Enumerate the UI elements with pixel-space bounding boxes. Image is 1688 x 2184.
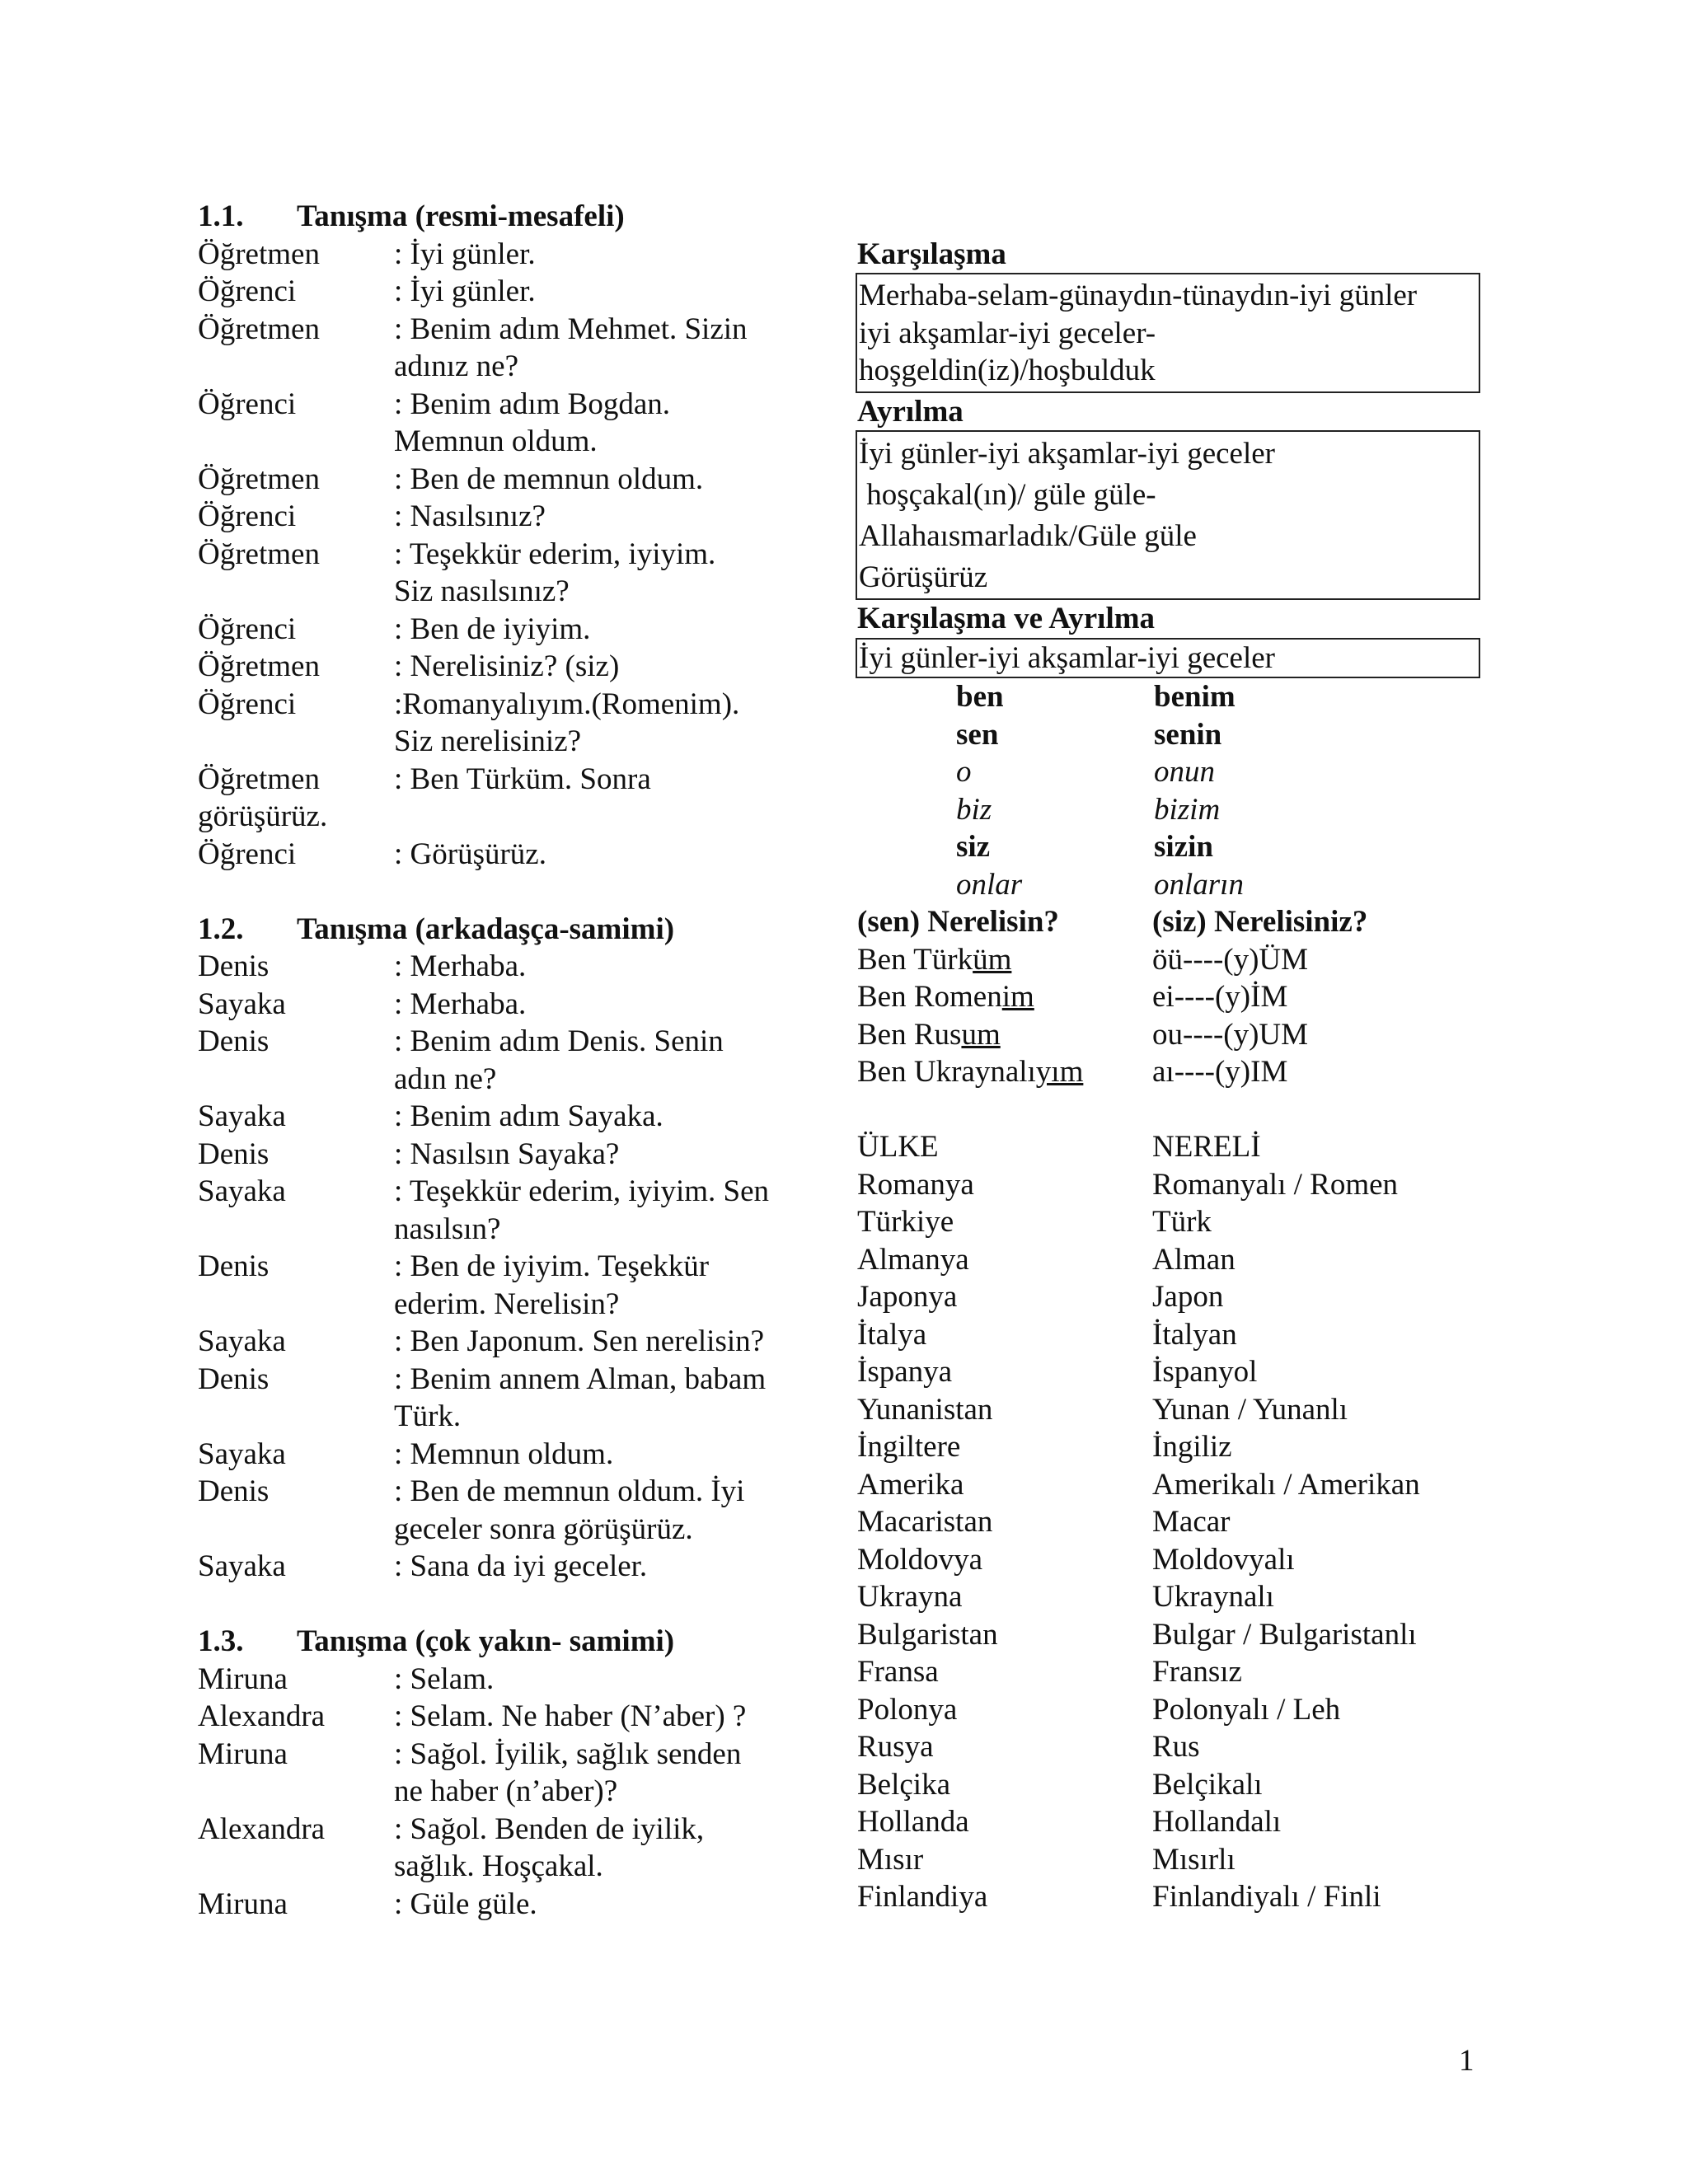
country: Ukrayna xyxy=(857,1580,963,1614)
speaker: Öğretmen xyxy=(198,462,320,496)
speaker: Denis xyxy=(198,949,270,983)
utterance: adınız ne? xyxy=(394,349,518,383)
suffix-row xyxy=(857,978,1484,1016)
example xyxy=(857,941,1152,979)
country-row xyxy=(857,1503,1484,1541)
utterance: : Ben de iyiyim. Teşekkür xyxy=(394,1249,710,1283)
example xyxy=(857,978,1152,1016)
pronoun-row xyxy=(857,866,1484,904)
dialogue-2 xyxy=(198,948,824,1586)
greeting-line: İyi günler-iyi akşamlar-iyi geceler xyxy=(859,640,1275,675)
dialogue-line xyxy=(198,1173,824,1211)
country: Mısır xyxy=(857,1842,924,1877)
country: Romanya xyxy=(857,1167,974,1202)
country: İngiltere xyxy=(857,1430,961,1464)
nationality: Ukraynalı xyxy=(1152,1580,1274,1614)
utterance: : Merhaba. xyxy=(394,987,527,1021)
possessive: onların xyxy=(1154,867,1244,902)
country: Bulgaristan xyxy=(857,1617,998,1652)
utterance: : Benim adım Bogdan. xyxy=(394,387,671,421)
country-row xyxy=(857,1166,1484,1204)
speaker: Öğrenci xyxy=(198,687,297,721)
suffix-rule: ou----(y)UM xyxy=(1152,1017,1309,1052)
dialogue-line xyxy=(198,498,824,536)
ayrilma-box xyxy=(856,430,1480,600)
country-row xyxy=(857,1878,1484,1916)
utterance: : Ben de memnun oldum. xyxy=(394,462,704,496)
suffix-table xyxy=(857,941,1484,1091)
speaker xyxy=(198,1211,394,1249)
dialogue-line xyxy=(198,1023,824,1061)
speaker: Alexandra xyxy=(198,1811,326,1846)
country-row xyxy=(857,1578,1484,1616)
country-row xyxy=(857,1278,1484,1316)
nationality: Finlandiyalı / Finli xyxy=(1152,1880,1381,1914)
pronoun: biz xyxy=(956,792,992,827)
dialogue-line xyxy=(198,1773,824,1811)
utterance: : Görüşürüz. xyxy=(394,837,546,871)
speaker: Denis xyxy=(198,1137,270,1171)
possessive: benim xyxy=(1154,680,1236,714)
karsilasma-heading: Karşılaşma xyxy=(857,237,1006,271)
utterance: : İyi günler. xyxy=(394,237,536,271)
dialogue-line xyxy=(198,311,824,349)
nationality: Yunan / Yunanlı xyxy=(1152,1392,1348,1427)
example xyxy=(857,1053,1152,1091)
utterance: : Benim adım Sayaka. xyxy=(394,1099,663,1133)
country: Yunanistan xyxy=(857,1392,993,1427)
nationality: Amerikalı / Amerikan xyxy=(1152,1467,1420,1502)
dialogue-line xyxy=(198,986,824,1024)
section-1-title: 1.1. Tanışma (resmi-mesafeli) xyxy=(198,199,625,233)
speaker xyxy=(198,573,394,611)
country-row xyxy=(857,1316,1484,1354)
right-column xyxy=(857,198,1484,1916)
nationality: Alman xyxy=(1152,1242,1236,1277)
country: Japonya xyxy=(857,1280,958,1314)
utterance: : Ben Türküm. Sonra xyxy=(394,762,651,796)
utterance: : Selam. Ne haber (N’aber) ? xyxy=(394,1699,747,1733)
pronoun: siz xyxy=(956,830,991,864)
country: Amerika xyxy=(857,1467,964,1502)
greeting-line: Merhaba-selam-günaydın-tünaydın-iyi günler xyxy=(859,279,1418,312)
greeting-line: hoşgeldin(iz)/hoşbulduk xyxy=(859,354,1156,387)
pronoun: sen xyxy=(956,717,999,752)
possessive: bizim xyxy=(1154,792,1221,827)
dialogue-line xyxy=(198,948,824,986)
utterance: : Ben Japonum. Sen nerelisin? xyxy=(394,1324,765,1358)
speaker: Öğrenci xyxy=(198,499,297,533)
speaker: Denis xyxy=(198,1474,270,1508)
speaker xyxy=(198,1398,394,1436)
dialogue-line xyxy=(198,1211,824,1249)
dialogue-line xyxy=(198,1811,824,1849)
pronoun: o xyxy=(956,755,972,789)
page-number: 1 xyxy=(1459,2044,1475,2078)
country: İtalya xyxy=(857,1317,927,1352)
speaker: Öğretmen xyxy=(198,537,320,571)
utterance: : Benim adım Mehmet. Sizin xyxy=(394,312,748,346)
utterance: : Nerelisiniz? (siz) xyxy=(394,649,620,683)
nationality: Romanyalı / Romen xyxy=(1152,1167,1399,1202)
dialogue-line xyxy=(198,1323,824,1361)
utterance: : Selam. xyxy=(394,1661,495,1696)
country-row xyxy=(857,1541,1484,1579)
country-row xyxy=(857,1728,1484,1766)
dialogue-line xyxy=(198,573,824,611)
utterance: Siz nasılsınız? xyxy=(394,574,570,608)
utterance: : Nasılsın Sayaka? xyxy=(394,1137,620,1171)
ayrilma-heading: Ayrılma xyxy=(857,394,964,429)
dialogue-line xyxy=(198,236,824,274)
example-suffix: yım xyxy=(1035,1055,1084,1089)
dialogue-line xyxy=(198,1848,824,1886)
country: Hollanda xyxy=(857,1805,969,1839)
utterance: : Benim annem Alman, babam xyxy=(394,1361,767,1396)
speaker: Sayaka xyxy=(198,987,286,1021)
dialogue-line xyxy=(198,1736,824,1774)
pronoun-row xyxy=(857,678,1484,716)
section-3-title: 1.3. Tanışma (çok yakın- samimi) xyxy=(198,1624,675,1658)
nationality: Hollandalı xyxy=(1152,1805,1282,1839)
possessive: sizin xyxy=(1154,830,1213,864)
dialogue-line xyxy=(198,386,824,424)
nationality: Mısırlı xyxy=(1152,1842,1236,1877)
greeting-line: İyi günler-iyi akşamlar-iyi geceler xyxy=(859,437,1275,471)
country: Rusya xyxy=(857,1730,934,1764)
utterance: Memnun oldum. xyxy=(394,424,598,458)
speaker xyxy=(198,723,394,761)
dialogue-line xyxy=(198,1136,824,1174)
country-row xyxy=(857,1241,1484,1279)
utterance: : Teşekkür ederim, iyiyim. Sen xyxy=(394,1174,770,1208)
nationality: Moldovyalı xyxy=(1152,1542,1295,1577)
dialogue-line xyxy=(198,1436,824,1474)
example xyxy=(857,1016,1152,1054)
suffix-row xyxy=(857,1053,1484,1091)
speaker xyxy=(198,423,394,461)
pronoun: onlar xyxy=(956,867,1023,902)
dialogue-line xyxy=(198,536,824,574)
nationality: İspanyol xyxy=(1152,1355,1258,1389)
speaker xyxy=(198,1061,394,1099)
country-row xyxy=(857,1353,1484,1391)
speaker: Öğrenci xyxy=(198,387,297,421)
speaker: Sayaka xyxy=(198,1324,286,1358)
dialogue-line xyxy=(198,1548,824,1586)
nationality: Polonyalı / Leh xyxy=(1152,1692,1341,1727)
utterance: :Romanyalıyım.(Romenim). xyxy=(394,687,740,721)
speaker: Alexandra xyxy=(198,1699,326,1733)
utterance: : Memnun oldum. xyxy=(394,1436,614,1471)
country: Almanya xyxy=(857,1242,969,1277)
karsilasma-box xyxy=(856,273,1480,393)
utterance: : Sana da iyi geceler. xyxy=(394,1549,648,1583)
utterance: : Merhaba. xyxy=(394,949,527,983)
dialogue-line xyxy=(198,686,824,724)
dialogue-line xyxy=(198,836,824,874)
nationality: İngiliz xyxy=(1152,1430,1232,1464)
example-stem: Ben Romen xyxy=(857,980,1002,1014)
utterance: ne haber (n’aber)? xyxy=(394,1774,618,1808)
dialogue-line xyxy=(198,1398,824,1436)
utterance: : Güle güle. xyxy=(394,1886,537,1921)
utterance: adın ne? xyxy=(394,1062,497,1096)
utterance: : Nasılsınız? xyxy=(394,499,546,533)
country-row xyxy=(857,1466,1484,1504)
speaker: Sayaka xyxy=(198,1549,286,1583)
nationality: Japon xyxy=(1152,1280,1224,1314)
example-stem: Ben Rus xyxy=(857,1017,962,1052)
greeting-line: Allahaısmarladık/Güle güle xyxy=(859,519,1197,553)
dialogue-line xyxy=(198,1698,824,1736)
country-row xyxy=(857,1803,1484,1841)
nationality: Rus xyxy=(1152,1730,1200,1764)
example-suffix: im xyxy=(1001,980,1034,1014)
speaker: Denis xyxy=(198,1361,270,1396)
suffix-rule: öü----(y)ÜM xyxy=(1152,942,1309,977)
speaker: Sayaka xyxy=(198,1099,286,1133)
dialogue-line xyxy=(198,1886,824,1924)
karsilasma-ayrilma-box xyxy=(856,638,1480,679)
country: Türkiye xyxy=(857,1205,954,1239)
speaker: Öğretmen xyxy=(198,649,320,683)
dialogue-line xyxy=(198,1248,824,1286)
karsilasma-ayrilma-heading: Karşılaşma ve Ayrılma xyxy=(857,602,1156,635)
pronoun-row xyxy=(857,753,1484,791)
utterance: : Ben de memnun oldum. İyi xyxy=(394,1474,745,1508)
utterance: nasılsın? xyxy=(394,1212,501,1246)
utterance xyxy=(394,798,824,836)
country: Macaristan xyxy=(857,1505,993,1539)
speaker xyxy=(198,1773,394,1811)
utterance: ederim. Nerelisin? xyxy=(394,1286,620,1321)
speaker: Öğrenci xyxy=(198,274,297,308)
nationality: İtalyan xyxy=(1152,1317,1237,1352)
left-column xyxy=(198,198,824,1923)
country-row xyxy=(857,1691,1484,1729)
speaker: Miruna xyxy=(198,1736,288,1771)
dialogue-line xyxy=(198,1286,824,1324)
country-header: ÜLKE NERELİ xyxy=(857,1130,1261,1164)
nationality: Macar xyxy=(1152,1505,1231,1539)
possessive: onun xyxy=(1154,755,1215,789)
dialogue-line xyxy=(198,273,824,311)
dialogue-line xyxy=(198,423,824,461)
dialogue-line xyxy=(198,648,824,686)
dialogue-line xyxy=(198,761,824,799)
dialogue-line xyxy=(198,1061,824,1099)
country-row xyxy=(857,1841,1484,1879)
dialogue-line xyxy=(198,461,824,499)
speaker: Sayaka xyxy=(198,1174,286,1208)
pronoun-table xyxy=(857,678,1484,903)
suffix-rule: ei----(y)İM xyxy=(1152,980,1288,1014)
suffix-row xyxy=(857,941,1484,979)
utterance: sağlık. Hoşçakal. xyxy=(394,1849,603,1883)
utterance: : Ben de iyiyim. xyxy=(394,612,591,646)
country-row xyxy=(857,1391,1484,1429)
section-2-title: 1.2. Tanışma (arkadaşça-samimi) xyxy=(198,912,675,946)
utterance: : Sağol. Benden de iyilik, xyxy=(394,1811,705,1846)
pronoun-row xyxy=(857,791,1484,829)
speaker xyxy=(198,348,394,386)
dialogue-line xyxy=(198,1511,824,1549)
greeting-line: iyi akşamlar-iyi geceler- xyxy=(859,316,1156,350)
utterance: : Benim adım Denis. Senin xyxy=(394,1024,724,1058)
suffix-row xyxy=(857,1016,1484,1054)
country-row xyxy=(857,1616,1484,1654)
greeting-line: Görüşürüz xyxy=(859,560,988,594)
suffix-rule: aı----(y)IM xyxy=(1152,1055,1288,1089)
speaker: Öğretmen xyxy=(198,762,320,796)
dialogue-3 xyxy=(198,1661,824,1924)
speaker: Sayaka xyxy=(198,1436,286,1471)
speaker: Miruna xyxy=(198,1661,288,1696)
nationality: Fransız xyxy=(1152,1655,1242,1689)
question-row: (sen) Nerelisin? (siz) Nerelisiniz? xyxy=(857,905,1368,939)
possessive: senin xyxy=(1154,717,1222,752)
example-stem: Ben Türk xyxy=(857,942,973,977)
dialogue-line xyxy=(198,723,824,761)
example-suffix: um xyxy=(961,1017,1001,1052)
nationality: Bulgar / Bulgaristanlı xyxy=(1152,1617,1417,1652)
speaker xyxy=(198,1511,394,1549)
pronoun-row xyxy=(857,716,1484,754)
example-suffix: üm xyxy=(973,942,1012,977)
country-row xyxy=(857,1653,1484,1691)
dialogue-line xyxy=(198,1361,824,1399)
utterance: Siz nerelisiniz? xyxy=(394,724,582,758)
country: Belçika xyxy=(857,1767,951,1802)
speaker: Miruna xyxy=(198,1886,288,1921)
nationality: Türk xyxy=(1152,1205,1212,1239)
utterance: : İyi günler. xyxy=(394,274,536,308)
country: Polonya xyxy=(857,1692,958,1727)
speaker: Öğrenci xyxy=(198,612,297,646)
dialogue-line xyxy=(198,348,824,386)
country: İspanya xyxy=(857,1355,953,1389)
utterance: : Teşekkür ederim, iyiyim. xyxy=(394,537,716,571)
greeting-line: hoşçakal(ın)/ güle güle- xyxy=(859,478,1156,512)
speaker: görüşürüz. xyxy=(198,799,328,833)
speaker: Denis xyxy=(198,1024,270,1058)
dialogue-1 xyxy=(198,236,824,874)
country: Fransa xyxy=(857,1655,939,1689)
nationality: Belçikalı xyxy=(1152,1767,1263,1802)
pronoun-row xyxy=(857,828,1484,866)
dialogue-line xyxy=(198,1661,824,1699)
country: Moldovya xyxy=(857,1542,983,1577)
speaker: Denis xyxy=(198,1249,270,1283)
speaker: Öğretmen xyxy=(198,237,320,271)
utterance: Türk. xyxy=(394,1399,462,1433)
dialogue-line xyxy=(198,611,824,649)
country: Finlandiya xyxy=(857,1880,988,1914)
speaker: Öğretmen xyxy=(198,312,320,346)
utterance: geceler sonra görüşürüz. xyxy=(394,1511,693,1546)
country-row xyxy=(857,1766,1484,1804)
dialogue-line xyxy=(198,798,824,836)
pronoun: ben xyxy=(956,680,1004,714)
country-table xyxy=(857,1166,1484,1916)
dialogue-line xyxy=(198,1098,824,1136)
speaker: Öğrenci xyxy=(198,837,297,871)
example-stem: Ben Ukraynalı xyxy=(857,1055,1036,1089)
country-row xyxy=(857,1428,1484,1466)
country-row xyxy=(857,1203,1484,1241)
speaker xyxy=(198,1286,394,1324)
dialogue-line xyxy=(198,1473,824,1511)
utterance: : Sağol. İyilik, sağlık senden xyxy=(394,1736,742,1771)
speaker xyxy=(198,1848,394,1886)
